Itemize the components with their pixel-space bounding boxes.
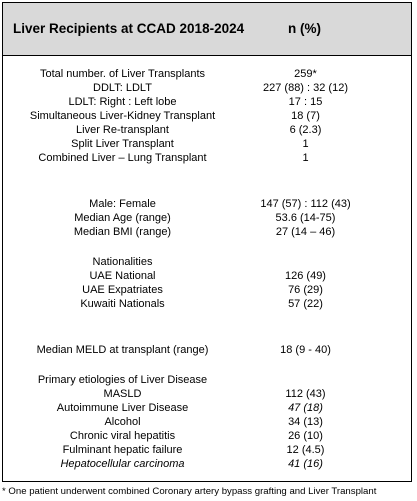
footnote: * One patient underwent combined Coronary artery bypass grafting and Liver Transplant	[2, 486, 377, 497]
row-value: 12 (4.5)	[286, 444, 325, 456]
table-row	[3, 269, 411, 283]
row-value: 147 (57) : 112 (43)	[260, 198, 351, 210]
table-row	[3, 343, 411, 357]
row-label: DDLT: LDLT	[93, 82, 152, 94]
table-row	[3, 109, 411, 123]
row-value: 18 (9 - 40)	[280, 344, 331, 356]
table-row	[3, 401, 411, 415]
row-value: 18 (7)	[291, 110, 320, 122]
row-label: Median BMI (range)	[73, 226, 172, 238]
row-value: 47 (18)	[288, 402, 323, 414]
table-row	[3, 151, 411, 165]
row-label: Split Liver Transplant	[71, 138, 174, 150]
table-row	[3, 197, 411, 211]
row-label: Kuwaiti Nationals	[80, 298, 165, 310]
row-value: 26 (10)	[288, 430, 323, 442]
table-row	[3, 225, 411, 239]
row-value: 17 : 15	[288, 96, 323, 108]
row-label: Median Age (range)	[74, 212, 171, 224]
row-label: Total number. of Liver Transplants	[39, 68, 206, 80]
row-label: UAE National	[89, 270, 156, 282]
table-row	[3, 211, 411, 225]
section-heading: Primary etiologies of Liver Disease	[37, 374, 208, 386]
row-value: 126 (49)	[285, 270, 326, 282]
table-row	[3, 443, 411, 457]
row-value: 6 (2.3)	[289, 124, 322, 136]
value-column-header: n (%)	[288, 21, 321, 36]
row-value: 1	[302, 152, 309, 164]
row-value: 34 (13)	[288, 416, 323, 428]
row-value: 41 (16)	[288, 458, 323, 470]
table-row	[3, 123, 411, 137]
table-row	[3, 297, 411, 311]
table-row	[3, 67, 411, 81]
table-row	[3, 137, 411, 151]
row-label: Fulminant hepatic failure	[62, 444, 183, 456]
table-row	[3, 283, 411, 297]
row-label: Chronic viral hepatitis	[69, 430, 176, 442]
row-label: Alcohol	[104, 416, 141, 428]
table-row	[3, 373, 411, 387]
row-label: Male: Female	[89, 198, 156, 210]
row-value: 57 (22)	[288, 298, 323, 310]
row-value: 76 (29)	[288, 284, 323, 296]
table-row	[3, 95, 411, 109]
row-value: 227 (88) : 32 (12)	[263, 82, 348, 94]
liver-recipients-table	[2, 2, 412, 482]
table-row	[3, 429, 411, 443]
table-header	[3, 3, 411, 56]
section-heading: Nationalities	[92, 256, 153, 268]
row-label: Simultaneous Liver-Kidney Transplant	[29, 110, 216, 122]
row-value: 112 (43)	[285, 388, 326, 400]
row-label: Autoimmune Liver Disease	[56, 402, 189, 414]
table-row	[3, 457, 411, 471]
table-row	[3, 415, 411, 429]
table-row	[3, 387, 411, 401]
row-label: Median MELD at transplant (range)	[36, 344, 209, 356]
row-label: Hepatocellular carcinoma	[60, 458, 185, 470]
row-label: MASLD	[103, 388, 142, 400]
table-row	[3, 255, 411, 269]
row-value: 1	[302, 138, 309, 150]
row-value: 53.6 (14-75)	[275, 212, 336, 224]
row-value: 27 (14 – 46)	[275, 226, 336, 238]
row-value: 259*	[294, 68, 317, 80]
row-label: Combined Liver – Lung Transplant	[38, 152, 207, 164]
row-label: Liver Re-transplant	[76, 124, 169, 136]
table-title: Liver Recipients at CCAD 2018-2024	[13, 21, 245, 36]
row-label: UAE Expatriates	[82, 284, 163, 296]
row-label: LDLT: Right : Left lobe	[68, 96, 177, 108]
table-row	[3, 81, 411, 95]
